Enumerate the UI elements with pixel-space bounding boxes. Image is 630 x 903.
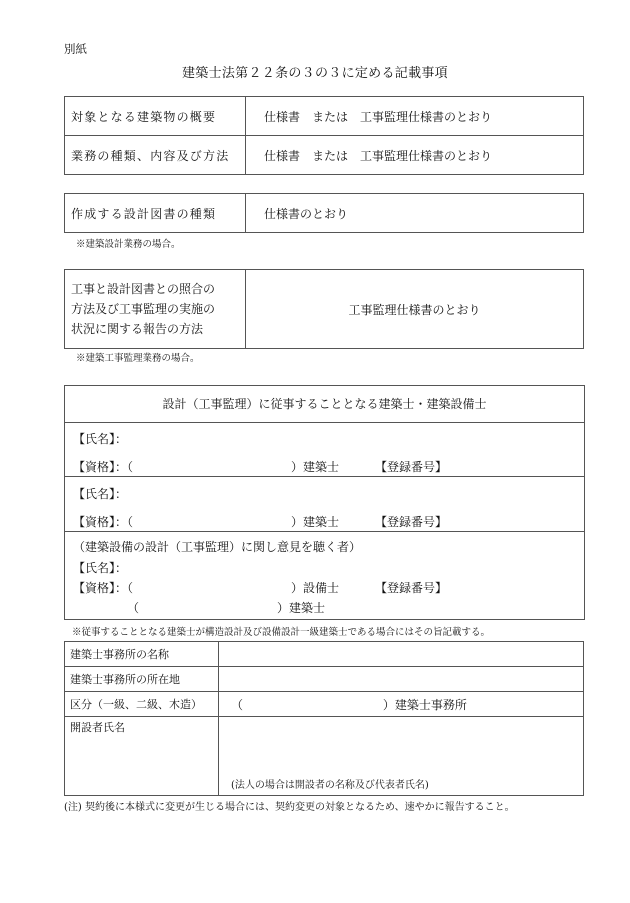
row-label: 対象となる建築物の概要 — [65, 97, 246, 136]
row-label: 業務の種類、内容及び方法 — [65, 136, 246, 175]
supervision-report-table — [64, 269, 584, 349]
row-value — [219, 642, 584, 667]
row-value — [219, 692, 584, 717]
office-type-suffix: ）建築士事務所 — [382, 697, 467, 712]
qualification-label: 【資格】：（ — [73, 460, 134, 474]
qualification-equipment: ）設備士 — [291, 581, 340, 595]
corporation-note: (法人の場合は開設者の名称及び代表者氏名) — [231, 780, 429, 791]
name-label: 【氏名】： — [73, 487, 128, 501]
row-label: 開設者氏名 — [65, 717, 219, 796]
row-label: 建築士事務所の所在地 — [65, 667, 219, 692]
architects-box — [64, 385, 585, 620]
table-row — [65, 717, 584, 796]
row-label — [65, 270, 246, 349]
table-row — [65, 97, 584, 136]
qualification-architect: ）建築士 — [277, 601, 326, 615]
row-label: 区分（一級、二級、木造） — [65, 692, 219, 717]
row-value: 仕様書 または 工事監理仕様書のとおり — [246, 136, 584, 175]
registration-label: 【登録番号】 — [375, 581, 448, 595]
architects-note: ※従事することとなる建築士が構造設計及び設備設計一級建築士である場合にはその旨記載する。 — [72, 627, 491, 638]
footer-note: (注) 契約後に本様式に変更が生じる場合には、契約変更の対象となるため、速やかに報告すること。 — [64, 802, 515, 813]
row-value: 仕様書 または 工事監理仕様書のとおり — [246, 97, 584, 136]
divider — [65, 476, 584, 477]
label-line: 工事と設計図書との照合の — [71, 282, 216, 296]
table-row — [65, 270, 584, 349]
open-paren: （ — [231, 697, 244, 712]
label-line: 方法及び工事監理の実施の — [71, 302, 216, 316]
table-row — [65, 692, 584, 717]
qualification-label: 【資格】：（ — [73, 515, 134, 529]
architects-header: 設計（工事監理）に従事することとなる建築士・建築設備士 — [65, 386, 584, 423]
name-label: 【氏名】： — [73, 432, 128, 446]
label-line: 状況に関する報告の方法 — [71, 322, 204, 336]
equipment-heading: （建築設備の設計（工事監理）に関し意見を聴く者） — [73, 540, 362, 554]
row-value: 仕様書のとおり — [246, 194, 584, 233]
row-value: 工事監理仕様書のとおり — [246, 270, 584, 349]
row-label: 作成する設計図書の種類 — [65, 194, 246, 233]
supervision-note: ※建築工事監理業務の場合。 — [76, 353, 200, 364]
qualification-architect: ）建築士 — [291, 460, 340, 474]
registration-label: 【登録番号】 — [375, 460, 448, 474]
name-label: 【氏名】： — [73, 561, 128, 575]
open-paren: （ — [127, 601, 140, 615]
row-value — [219, 667, 584, 692]
table-row — [65, 136, 584, 175]
qualification-architect: ）建築士 — [291, 515, 340, 529]
building-summary-table — [64, 96, 584, 175]
divider — [65, 531, 584, 532]
row-label: 建築士事務所の名称 — [65, 642, 219, 667]
table-row — [65, 194, 584, 233]
table-row — [65, 667, 584, 692]
design-note: ※建築設計業務の場合。 — [76, 239, 181, 250]
qualification-label: 【資格】：（ — [73, 581, 134, 595]
table-row — [65, 642, 584, 667]
document-title: 建築士法第２２条の３の３に定める記載事項 — [181, 66, 448, 81]
office-table — [64, 641, 584, 796]
design-documents-table — [64, 193, 584, 233]
row-value — [219, 717, 584, 796]
document-label: 別紙 — [64, 42, 87, 56]
registration-label: 【登録番号】 — [375, 515, 448, 529]
